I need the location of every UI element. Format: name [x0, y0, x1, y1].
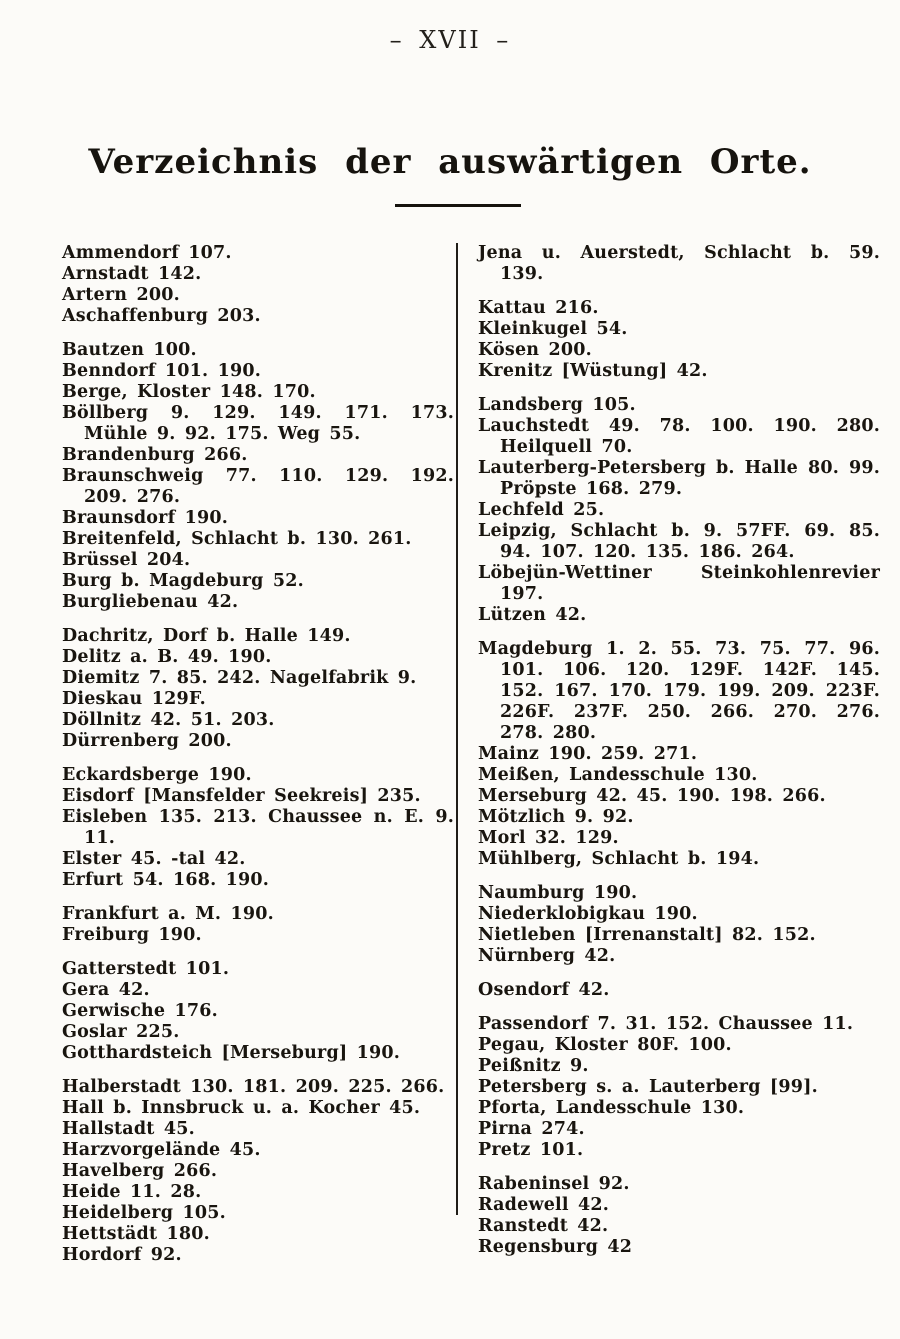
index-entry: Radewell 42.: [478, 1195, 610, 1215]
index-entry: Böllberg 9. 129. 149. 171. 173. Mühle 9. 92. 175. Weg 55.: [62, 403, 454, 444]
index-entry: Artern 200.: [62, 285, 180, 305]
title-rule: [395, 204, 521, 207]
index-entry: Dieskau 129F.: [62, 689, 206, 709]
index-group-J: [478, 243, 880, 285]
index-entry: Hettstädt 180.: [62, 1224, 210, 1244]
index-entry: Burg b. Magdeburg 52.: [62, 571, 304, 591]
index-entry: Eisleben 135. 213. Chaussee n. E. 9. 11.: [62, 807, 454, 848]
index-entry: Ammendorf 107.: [62, 243, 232, 263]
index-entry: Frankfurt a. M. 190.: [62, 904, 274, 924]
index-entry: Eisdorf [Mansfelder Seekreis] 235.: [62, 786, 421, 806]
index-entry: Hordorf 92.: [62, 1245, 182, 1265]
index-entry: Hallstadt 45.: [62, 1119, 195, 1139]
index-entry: Lützen 42.: [478, 605, 587, 625]
index-entry: Eckardsberge 190.: [62, 765, 252, 785]
index-entry: Pretz 101.: [478, 1140, 584, 1160]
index-entry: Kleinkugel 54.: [478, 319, 628, 339]
index-entry: Elster 45. -tal 42.: [62, 849, 246, 869]
index-entry: Jena u. Auerstedt, Schlacht b. 59. 139.: [478, 243, 880, 284]
index-entry: Halberstadt 130. 181. 209. 225. 266.: [62, 1077, 445, 1097]
index-entry: Merseburg 42. 45. 190. 198. 266.: [478, 786, 826, 806]
index-entry: Gotthardsteich [Merseburg] 190.: [62, 1043, 401, 1063]
index-entry: Havelberg 266.: [62, 1161, 218, 1181]
index-entry: Kattau 216.: [478, 298, 599, 318]
index-group-G: [62, 959, 454, 1064]
index-group-M: [478, 639, 880, 870]
index-entry: Lechfeld 25.: [478, 500, 605, 520]
index-entry: Morl 32. 129.: [478, 828, 619, 848]
index-entry: Landsberg 105.: [478, 395, 636, 415]
index-entry: Dachritz, Dorf b. Halle 149.: [62, 626, 351, 646]
index-entry: Krenitz [Wüstung] 42.: [478, 361, 708, 381]
index-entry: Braunsdorf 190.: [62, 508, 229, 528]
index-entry: Löbejün-Wettiner Steinkohlenrevier 197.: [478, 563, 880, 604]
index-entry: Pirna 274.: [478, 1119, 585, 1139]
index-entry: Döllnitz 42. 51. 203.: [62, 710, 275, 730]
index-entry: Burgliebenau 42.: [62, 592, 239, 612]
index-entry: Hall b. Innsbruck u. a. Kocher 45.: [62, 1098, 421, 1118]
index-entry: Nürnberg 42.: [478, 946, 616, 966]
index-entry: Mühlberg, Schlacht b. 194.: [478, 849, 760, 869]
page-title: Verzeichnis der auswärtigen Orte.: [88, 142, 812, 182]
index-column-right: [458, 243, 880, 1258]
index-entry: Bautzen 100.: [62, 340, 197, 360]
index-entry: Magdeburg 1. 2. 55. 73. 75. 77. 96. 101. 106. 120. 129F. 142F. 145. 152. 167. 170. 179. 199. 209. 223F. 226F. 237F. 250. 266. 270. 276. 278. 280.: [478, 639, 880, 743]
index-entry: Rabeninsel 92.: [478, 1174, 630, 1194]
index-columns: [62, 243, 880, 1266]
index-entry: Ranstedt 42.: [478, 1216, 609, 1236]
index-group-B: [62, 340, 454, 613]
index-entry: Naumburg 190.: [478, 883, 638, 903]
index-entry: Lauchstedt 49. 78. 100. 190. 280. Heilquell 70.: [478, 416, 880, 457]
index-entry: Benndorf 101. 190.: [62, 361, 262, 381]
index-entry: Pegau, Kloster 80F. 100.: [478, 1035, 732, 1055]
index-entry: Mötzlich 9. 92.: [478, 807, 634, 827]
index-entry: Petersberg s. a. Lauterberg [99].: [478, 1077, 818, 1097]
index-entry: Erfurt 54. 168. 190.: [62, 870, 270, 890]
index-group-A: [62, 243, 454, 327]
index-entry: Freiburg 190.: [62, 925, 202, 945]
index-group-N: [478, 883, 880, 967]
index-entry: Heidelberg 105.: [62, 1203, 226, 1223]
index-entry: Harzvorgelände 45.: [62, 1140, 261, 1160]
index-group-D: [62, 626, 454, 752]
index-entry: Niederklobigkau 190.: [478, 904, 698, 924]
index-column-left: [62, 243, 454, 1266]
index-group-F: [62, 904, 454, 946]
index-group-E: [62, 765, 454, 891]
index-entry: Gatterstedt 101.: [62, 959, 230, 979]
index-entry: Kösen 200.: [478, 340, 592, 360]
index-entry: Meißen, Landesschule 130.: [478, 765, 758, 785]
index-group-O: [478, 980, 880, 1001]
index-entry: Aschaffenburg 203.: [62, 306, 261, 326]
index-entry: Gera 42.: [62, 980, 150, 1000]
index-entry: Regensburg 42: [478, 1237, 633, 1257]
index-entry: Heide 11. 28.: [62, 1182, 202, 1202]
index-group-L: [478, 395, 880, 626]
index-group-H: [62, 1077, 454, 1266]
index-group-K: [478, 298, 880, 382]
index-entry: Leipzig, Schlacht b. 9. 57FF. 69. 85. 94. 107. 120. 135. 186. 264.: [478, 521, 880, 562]
index-entry: Peißnitz 9.: [478, 1056, 589, 1076]
index-entry: Osendorf 42.: [478, 980, 610, 1000]
index-entry: Dürrenberg 200.: [62, 731, 232, 751]
index-entry: Nietleben [Irrenanstalt] 82. 152.: [478, 925, 816, 945]
index-entry: Brüssel 204.: [62, 550, 191, 570]
index-entry: Braunschweig 77. 110. 129. 192. 209. 276.: [62, 466, 454, 507]
index-entry: Berge, Kloster 148. 170.: [62, 382, 316, 402]
index-entry: Delitz a. B. 49. 190.: [62, 647, 272, 667]
index-entry: Diemitz 7. 85. 242. Nagelfabrik 9.: [62, 668, 417, 688]
index-entry: Gerwische 176.: [62, 1001, 218, 1021]
index-entry: Breitenfeld, Schlacht b. 130. 261.: [62, 529, 412, 549]
index-entry: Goslar 225.: [62, 1022, 180, 1042]
page-number: – XVII –: [389, 26, 511, 54]
index-entry: Lauterberg-Petersberg b. Halle 80. 99. Pröpste 168. 279.: [478, 458, 880, 499]
index-entry: Arnstadt 142.: [62, 264, 202, 284]
index-entry: Passendorf 7. 31. 152. Chaussee 11.: [478, 1014, 854, 1034]
index-entry: Brandenburg 266.: [62, 445, 248, 465]
index-group-R: [478, 1174, 880, 1258]
index-entry: Pforta, Landesschule 130.: [478, 1098, 745, 1118]
index-group-P: [478, 1014, 880, 1161]
index-entry: Mainz 190. 259. 271.: [478, 744, 698, 764]
